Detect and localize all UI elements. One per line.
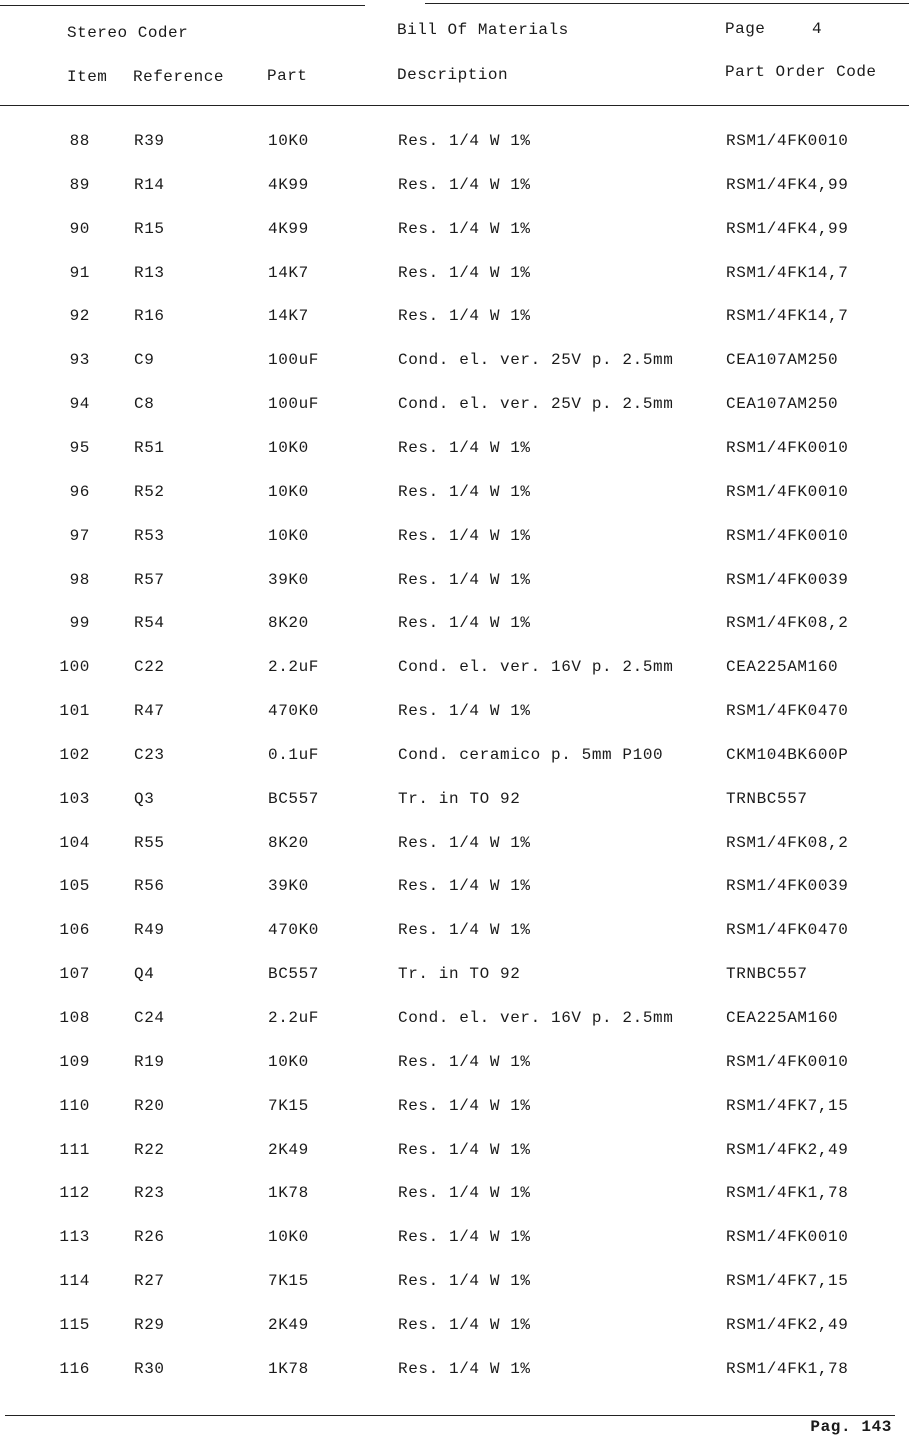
item-cell: 116 xyxy=(59,1359,90,1378)
description-cell: Res. 1/4 W 1% xyxy=(398,175,531,194)
table-row xyxy=(0,1053,909,1073)
order-code-cell: RSM1/4FK08,2 xyxy=(726,833,849,852)
part-cell: 10K0 xyxy=(268,1052,309,1071)
order-code-cell: CEA225AM160 xyxy=(726,658,839,677)
item-cell: 105 xyxy=(59,877,90,896)
reference-cell: R26 xyxy=(134,1228,165,1247)
order-code-cell: RSM1/4FK08,2 xyxy=(726,614,849,633)
reference-cell: R57 xyxy=(134,570,165,589)
table-row xyxy=(0,132,909,152)
item-cell: 97 xyxy=(69,526,90,545)
reference-cell: R15 xyxy=(134,219,165,238)
part-cell: 10K0 xyxy=(268,1228,309,1247)
reference-cell: Q4 xyxy=(134,965,155,984)
description-cell: Cond. el. ver. 16V p. 2.5mm xyxy=(398,658,674,677)
description-cell: Res. 1/4 W 1% xyxy=(398,526,531,545)
order-code-cell: RSM1/4FK4,99 xyxy=(726,175,849,194)
reference-cell: C24 xyxy=(134,1009,165,1027)
order-code-cell: RSM1/4FK7,15 xyxy=(726,1096,849,1115)
table-row xyxy=(0,921,909,941)
column-header-reference: Reference xyxy=(133,68,224,86)
item-cell: 111 xyxy=(59,1140,90,1159)
description-cell: Res. 1/4 W 1% xyxy=(398,702,531,721)
item-cell: 112 xyxy=(59,1184,90,1203)
reference-cell: R14 xyxy=(134,175,165,194)
part-cell: 1K78 xyxy=(268,1184,309,1203)
order-code-cell: CEA107AM250 xyxy=(726,395,839,414)
top-rule-right xyxy=(425,3,909,4)
description-cell: Res. 1/4 W 1% xyxy=(398,877,531,896)
description-cell: Res. 1/4 W 1% xyxy=(398,921,531,940)
order-code-cell: RSM1/4FK7,15 xyxy=(726,1272,849,1291)
part-cell: 2K49 xyxy=(268,1315,309,1334)
description-cell: Res. 1/4 W 1% xyxy=(398,570,531,589)
table-row xyxy=(0,1316,909,1336)
item-cell: 114 xyxy=(59,1272,90,1291)
reference-cell: R13 xyxy=(134,263,165,282)
table-row xyxy=(0,307,909,327)
item-cell: 107 xyxy=(59,965,90,984)
table-row xyxy=(0,395,909,415)
description-cell: Res. 1/4 W 1% xyxy=(398,263,531,282)
footer-page-number: Pag. 143 xyxy=(810,1418,892,1436)
reference-cell: R54 xyxy=(134,614,165,633)
part-cell: 2K49 xyxy=(268,1140,309,1159)
order-code-cell: RSM1/4FK0010 xyxy=(726,438,849,457)
order-code-cell: RSM1/4FK0470 xyxy=(726,702,849,721)
item-cell: 89 xyxy=(69,175,90,194)
description-cell: Res. 1/4 W 1% xyxy=(398,1096,531,1115)
order-code-cell: RSM1/4FK0039 xyxy=(726,877,849,896)
part-cell: 100uF xyxy=(268,395,320,414)
part-cell: 4K99 xyxy=(268,219,309,238)
order-code-cell: RSM1/4FK4,99 xyxy=(726,219,849,238)
footer-rule xyxy=(5,1415,895,1416)
reference-cell: R30 xyxy=(134,1359,165,1378)
reference-cell: C22 xyxy=(134,658,165,677)
part-cell: 4K99 xyxy=(268,175,309,194)
order-code-cell: RSM1/4FK0010 xyxy=(726,1228,849,1247)
table-row xyxy=(0,1009,909,1029)
order-code-cell: CEA225AM160 xyxy=(726,1009,839,1027)
reference-cell: R20 xyxy=(134,1096,165,1115)
order-code-cell: RSM1/4FK1,78 xyxy=(726,1359,849,1378)
order-code-cell: CKM104BK600P xyxy=(726,745,849,764)
description-cell: Res. 1/4 W 1% xyxy=(398,833,531,852)
reference-cell: C9 xyxy=(134,351,155,370)
description-cell: Res. 1/4 W 1% xyxy=(398,482,531,501)
description-cell: Res. 1/4 W 1% xyxy=(398,1315,531,1334)
item-cell: 102 xyxy=(59,745,90,764)
order-code-cell: TRNBC557 xyxy=(726,789,808,808)
description-cell: Res. 1/4 W 1% xyxy=(398,438,531,457)
part-cell: 100uF xyxy=(268,351,320,370)
reference-cell: R23 xyxy=(134,1184,165,1203)
part-cell: 0.1uF xyxy=(268,745,320,764)
part-cell: 7K15 xyxy=(268,1272,309,1291)
item-cell: 108 xyxy=(59,1009,90,1027)
item-cell: 101 xyxy=(59,702,90,721)
table-row xyxy=(0,527,909,547)
reference-cell: R49 xyxy=(134,921,165,940)
order-code-cell: RSM1/4FK0010 xyxy=(726,1052,849,1071)
column-header-item: Item xyxy=(67,68,108,86)
page-label: Page xyxy=(725,20,766,38)
part-cell: 8K20 xyxy=(268,833,309,852)
reference-cell: R51 xyxy=(134,438,165,457)
part-cell: 2.2uF xyxy=(268,658,320,677)
item-cell: 110 xyxy=(59,1096,90,1115)
part-cell: 8K20 xyxy=(268,614,309,633)
reference-cell: R52 xyxy=(134,482,165,501)
table-row xyxy=(0,1360,909,1380)
reference-cell: R47 xyxy=(134,702,165,721)
column-header-order-code: Part Order Code xyxy=(725,63,877,81)
reference-cell: R55 xyxy=(134,833,165,852)
table-row xyxy=(0,834,909,854)
order-code-cell: RSM1/4FK0470 xyxy=(726,921,849,940)
reference-cell: Q3 xyxy=(134,789,155,808)
table-row xyxy=(0,658,909,678)
document-title: Stereo Coder xyxy=(67,24,189,42)
item-cell: 90 xyxy=(69,219,90,238)
item-cell: 103 xyxy=(59,789,90,808)
part-cell: 470K0 xyxy=(268,702,320,721)
order-code-cell: RSM1/4FK14,7 xyxy=(726,263,849,282)
table-row xyxy=(0,702,909,722)
reference-cell: C8 xyxy=(134,395,155,414)
part-cell: 14K7 xyxy=(268,307,309,326)
description-cell: Res. 1/4 W 1% xyxy=(398,307,531,326)
part-cell: 10K0 xyxy=(268,482,309,501)
reference-cell: R27 xyxy=(134,1272,165,1291)
order-code-cell: RSM1/4FK1,78 xyxy=(726,1184,849,1203)
item-cell: 92 xyxy=(69,307,90,326)
part-cell: 7K15 xyxy=(268,1096,309,1115)
table-row xyxy=(0,790,909,810)
description-cell: Cond. el. ver. 25V p. 2.5mm xyxy=(398,395,674,414)
description-cell: Res. 1/4 W 1% xyxy=(398,1359,531,1378)
item-cell: 106 xyxy=(59,921,90,940)
description-cell: Tr. in TO 92 xyxy=(398,965,521,984)
order-code-cell: RSM1/4FK2,49 xyxy=(726,1315,849,1334)
table-row xyxy=(0,571,909,591)
item-cell: 93 xyxy=(69,351,90,370)
order-code-cell: CEA107AM250 xyxy=(726,351,839,370)
description-cell: Res. 1/4 W 1% xyxy=(398,1272,531,1291)
table-row xyxy=(0,1141,909,1161)
part-cell: 14K7 xyxy=(268,263,309,282)
item-cell: 98 xyxy=(69,570,90,589)
part-cell: 39K0 xyxy=(268,877,309,896)
item-cell: 94 xyxy=(69,395,90,414)
description-cell: Cond. el. ver. 16V p. 2.5mm xyxy=(398,1009,674,1027)
table-row xyxy=(0,965,909,985)
description-cell: Res. 1/4 W 1% xyxy=(398,1140,531,1159)
reference-cell: R16 xyxy=(134,307,165,326)
item-cell: 113 xyxy=(59,1228,90,1247)
description-cell: Res. 1/4 W 1% xyxy=(398,1184,531,1203)
document-type: Bill Of Materials xyxy=(397,21,569,39)
table-row xyxy=(0,483,909,503)
part-cell: 10K0 xyxy=(268,526,309,545)
item-cell: 95 xyxy=(69,438,90,457)
table-row xyxy=(0,176,909,196)
reference-cell: R29 xyxy=(134,1315,165,1334)
part-cell: 10K0 xyxy=(268,132,309,150)
column-header-description: Description xyxy=(397,66,509,84)
reference-cell: R53 xyxy=(134,526,165,545)
table-row xyxy=(0,614,909,634)
table-row xyxy=(0,1184,909,1204)
part-cell: 39K0 xyxy=(268,570,309,589)
table-row xyxy=(0,877,909,897)
order-code-cell: RSM1/4FK0039 xyxy=(726,570,849,589)
description-cell: Res. 1/4 W 1% xyxy=(398,132,531,150)
item-cell: 88 xyxy=(69,132,90,150)
item-cell: 99 xyxy=(69,614,90,633)
reference-cell: R22 xyxy=(134,1140,165,1159)
column-header-part: Part xyxy=(267,67,308,85)
order-code-cell: TRNBC557 xyxy=(726,965,808,984)
top-rule-left xyxy=(0,5,365,6)
order-code-cell: RSM1/4FK2,49 xyxy=(726,1140,849,1159)
part-cell: BC557 xyxy=(268,965,320,984)
description-cell: Tr. in TO 92 xyxy=(398,789,521,808)
table-row xyxy=(0,351,909,371)
description-cell: Res. 1/4 W 1% xyxy=(398,219,531,238)
table-row xyxy=(0,746,909,766)
order-code-cell: RSM1/4FK0010 xyxy=(726,482,849,501)
part-cell: 470K0 xyxy=(268,921,320,940)
part-cell: 2.2uF xyxy=(268,1009,320,1027)
part-cell: 10K0 xyxy=(268,438,309,457)
description-cell: Res. 1/4 W 1% xyxy=(398,1052,531,1071)
order-code-cell: RSM1/4FK0010 xyxy=(726,526,849,545)
part-cell: 1K78 xyxy=(268,1359,309,1378)
item-cell: 100 xyxy=(59,658,90,677)
description-cell: Cond. el. ver. 25V p. 2.5mm xyxy=(398,351,674,370)
page-number: 4 xyxy=(812,20,823,38)
header-rule xyxy=(0,105,909,106)
table-row xyxy=(0,264,909,284)
table-row xyxy=(0,1097,909,1117)
item-cell: 115 xyxy=(59,1315,90,1334)
item-cell: 104 xyxy=(59,833,90,852)
reference-cell: C23 xyxy=(134,745,165,764)
order-code-cell: RSM1/4FK14,7 xyxy=(726,307,849,326)
reference-cell: R19 xyxy=(134,1052,165,1071)
description-cell: Res. 1/4 W 1% xyxy=(398,614,531,633)
item-cell: 109 xyxy=(59,1052,90,1071)
table-row xyxy=(0,220,909,240)
table-row xyxy=(0,1228,909,1248)
description-cell: Res. 1/4 W 1% xyxy=(398,1228,531,1247)
table-row xyxy=(0,439,909,459)
reference-cell: R39 xyxy=(134,132,165,150)
description-cell: Cond. ceramico p. 5mm P100 xyxy=(398,745,664,764)
reference-cell: R56 xyxy=(134,877,165,896)
order-code-cell: RSM1/4FK0010 xyxy=(726,132,849,150)
item-cell: 91 xyxy=(69,263,90,282)
item-cell: 96 xyxy=(69,482,90,501)
table-row xyxy=(0,1272,909,1292)
part-cell: BC557 xyxy=(268,789,320,808)
